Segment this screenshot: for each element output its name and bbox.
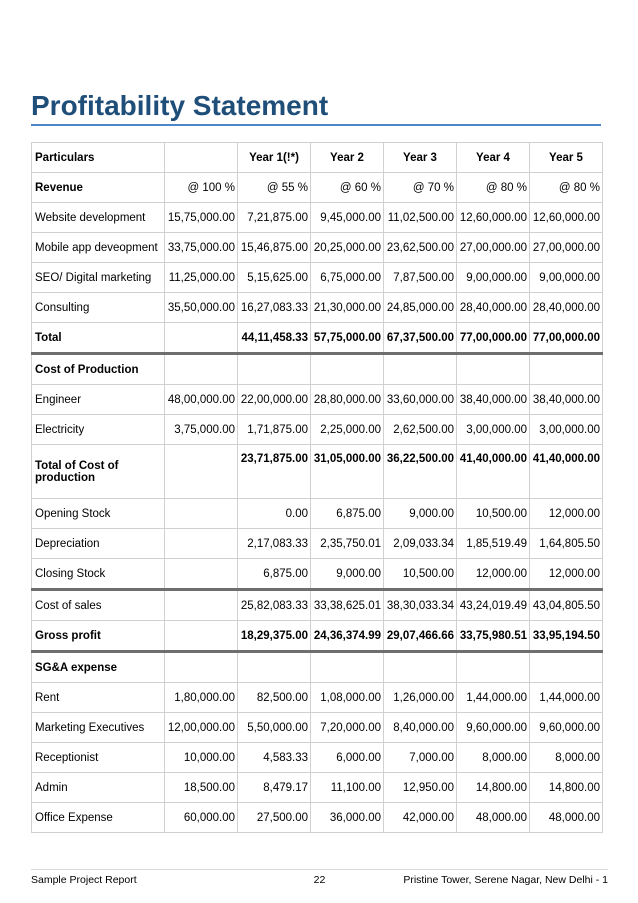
value-cell: 38,40,000.00 [457, 385, 530, 415]
value-cell [457, 354, 530, 385]
page-title: Profitability Statement [31, 90, 329, 121]
value-cell: 1,08,000.00 [311, 683, 384, 713]
row-label-cell: Mobile app deveopment [32, 233, 165, 263]
value-cell: 38,40,000.00 [530, 385, 603, 415]
value-cell [165, 621, 238, 652]
value-cell: @ 70 % [384, 173, 457, 203]
value-cell: 3,00,000.00 [530, 415, 603, 445]
row-label-cell: Consulting [32, 293, 165, 323]
value-cell: 77,00,000.00 [457, 323, 530, 354]
profitability-table [31, 142, 603, 833]
table-row [32, 590, 603, 621]
value-cell: 12,00,000.00 [165, 713, 238, 743]
value-cell: 41,40,000.00 [530, 445, 603, 499]
value-cell: 6,875.00 [238, 559, 311, 590]
table-row [32, 499, 603, 529]
value-cell: 8,000.00 [457, 743, 530, 773]
value-cell: 67,37,500.00 [384, 323, 457, 354]
value-cell: 35,50,000.00 [165, 293, 238, 323]
value-cell: 10,500.00 [384, 559, 457, 590]
value-cell: 2,17,083.33 [238, 529, 311, 559]
value-cell: @ 80 % [530, 173, 603, 203]
value-cell: 48,000.00 [530, 803, 603, 833]
value-cell: 43,24,019.49 [457, 590, 530, 621]
value-cell: 48,000.00 [457, 803, 530, 833]
row-label-cell: Website development [32, 203, 165, 233]
value-cell: 23,71,875.00 [238, 445, 311, 499]
table-row [32, 445, 603, 499]
table-row [32, 743, 603, 773]
value-cell: Year 5 [530, 143, 603, 173]
value-cell [384, 652, 457, 683]
value-cell: 3,75,000.00 [165, 415, 238, 445]
value-cell: 6,875.00 [311, 499, 384, 529]
value-cell: 1,80,000.00 [165, 683, 238, 713]
value-cell: 11,02,500.00 [384, 203, 457, 233]
value-cell: @ 55 % [238, 173, 311, 203]
value-cell: 1,44,000.00 [457, 683, 530, 713]
table-row [32, 415, 603, 445]
value-cell [457, 652, 530, 683]
value-cell: 60,000.00 [165, 803, 238, 833]
table-row [32, 354, 603, 385]
value-cell: 2,25,000.00 [311, 415, 384, 445]
table-row [32, 683, 603, 713]
value-cell: 33,95,194.50 [530, 621, 603, 652]
value-cell [165, 529, 238, 559]
table-row [32, 529, 603, 559]
value-cell: 28,80,000.00 [311, 385, 384, 415]
value-cell [384, 354, 457, 385]
value-cell: 12,000.00 [457, 559, 530, 590]
page-footer [31, 869, 608, 890]
value-cell: 77,00,000.00 [530, 323, 603, 354]
value-cell: 7,20,000.00 [311, 713, 384, 743]
value-cell: 2,09,033.34 [384, 529, 457, 559]
value-cell: 36,22,500.00 [384, 445, 457, 499]
value-cell [165, 559, 238, 590]
value-cell: 9,00,000.00 [457, 263, 530, 293]
row-label-cell: Gross profit [32, 621, 165, 652]
row-label-cell: Electricity [32, 415, 165, 445]
profitability-table-body [32, 143, 603, 833]
table-row [32, 233, 603, 263]
value-cell: 8,40,000.00 [384, 713, 457, 743]
row-label-cell: Receptionist [32, 743, 165, 773]
table-row [32, 263, 603, 293]
value-cell [165, 445, 238, 499]
value-cell: 9,000.00 [311, 559, 384, 590]
value-cell: 29,07,466.66 [384, 621, 457, 652]
table-row [32, 773, 603, 803]
value-cell: 82,500.00 [238, 683, 311, 713]
value-cell: 15,75,000.00 [165, 203, 238, 233]
value-cell: 43,04,805.50 [530, 590, 603, 621]
table-row [32, 173, 603, 203]
value-cell [165, 143, 238, 173]
row-label-cell: Particulars [32, 143, 165, 173]
table-row [32, 323, 603, 354]
value-cell: 14,800.00 [530, 773, 603, 803]
value-cell: 1,85,519.49 [457, 529, 530, 559]
value-cell: 57,75,000.00 [311, 323, 384, 354]
value-cell [530, 354, 603, 385]
value-cell: 12,000.00 [530, 559, 603, 590]
table-row [32, 203, 603, 233]
value-cell: 1,44,000.00 [530, 683, 603, 713]
table-row [32, 621, 603, 652]
value-cell: 24,85,000.00 [384, 293, 457, 323]
value-cell [165, 323, 238, 354]
value-cell: 10,000.00 [165, 743, 238, 773]
value-cell: 1,26,000.00 [384, 683, 457, 713]
row-label-cell: Total [32, 323, 165, 354]
value-cell: 7,000.00 [384, 743, 457, 773]
table-row [32, 385, 603, 415]
value-cell: 27,00,000.00 [530, 233, 603, 263]
value-cell: 33,60,000.00 [384, 385, 457, 415]
row-label-cell: Engineer [32, 385, 165, 415]
value-cell [238, 652, 311, 683]
value-cell: 23,62,500.00 [384, 233, 457, 263]
value-cell: 28,40,000.00 [530, 293, 603, 323]
value-cell: 25,82,083.33 [238, 590, 311, 621]
row-label-cell: Closing Stock [32, 559, 165, 590]
value-cell: 5,15,625.00 [238, 263, 311, 293]
value-cell: 8,000.00 [530, 743, 603, 773]
value-cell [238, 354, 311, 385]
value-cell: 33,75,000.00 [165, 233, 238, 263]
value-cell [165, 590, 238, 621]
value-cell: 6,75,000.00 [311, 263, 384, 293]
value-cell: 27,00,000.00 [457, 233, 530, 263]
value-cell: @ 100 % [165, 173, 238, 203]
value-cell: 14,800.00 [457, 773, 530, 803]
table-row [32, 713, 603, 743]
value-cell: 2,62,500.00 [384, 415, 457, 445]
row-label-cell: Cost of Production [32, 354, 165, 385]
table-row [32, 803, 603, 833]
value-cell: 18,500.00 [165, 773, 238, 803]
table-header-row [32, 143, 603, 173]
value-cell: 9,00,000.00 [530, 263, 603, 293]
footer-report-name: Sample Project Report [31, 874, 137, 886]
value-cell: 4,583.33 [238, 743, 311, 773]
value-cell: 20,25,000.00 [311, 233, 384, 263]
value-cell: 10,500.00 [457, 499, 530, 529]
row-label-cell: Admin [32, 773, 165, 803]
value-cell: Year 2 [311, 143, 384, 173]
row-label-cell: Opening Stock [32, 499, 165, 529]
value-cell: 12,000.00 [530, 499, 603, 529]
value-cell: Year 4 [457, 143, 530, 173]
value-cell: Year 1(!*) [238, 143, 311, 173]
value-cell: 24,36,374.99 [311, 621, 384, 652]
row-label-cell: SEO/ Digital marketing [32, 263, 165, 293]
value-cell: 2,35,750.01 [311, 529, 384, 559]
value-cell [311, 652, 384, 683]
value-cell: @ 80 % [457, 173, 530, 203]
title-underline [31, 124, 601, 126]
value-cell: 16,27,083.33 [238, 293, 311, 323]
value-cell: 7,21,875.00 [238, 203, 311, 233]
value-cell: 31,05,000.00 [311, 445, 384, 499]
value-cell: 11,25,000.00 [165, 263, 238, 293]
value-cell: 27,500.00 [238, 803, 311, 833]
value-cell: 38,30,033.34 [384, 590, 457, 621]
value-cell [530, 652, 603, 683]
value-cell: 36,000.00 [311, 803, 384, 833]
table-row [32, 652, 603, 683]
value-cell: 41,40,000.00 [457, 445, 530, 499]
row-label-cell: Cost of sales [32, 590, 165, 621]
value-cell: 33,75,980.51 [457, 621, 530, 652]
value-cell [165, 354, 238, 385]
value-cell: 9,60,000.00 [530, 713, 603, 743]
row-label-cell: Total of Cost of production [32, 445, 165, 499]
value-cell: 18,29,375.00 [238, 621, 311, 652]
value-cell: 9,60,000.00 [457, 713, 530, 743]
value-cell: 15,46,875.00 [238, 233, 311, 263]
value-cell: 9,000.00 [384, 499, 457, 529]
value-cell: 9,45,000.00 [311, 203, 384, 233]
footer-page-number: 22 [313, 874, 326, 886]
value-cell: 8,479.17 [238, 773, 311, 803]
value-cell [311, 354, 384, 385]
value-cell [165, 652, 238, 683]
value-cell: 0.00 [238, 499, 311, 529]
value-cell: 5,50,000.00 [238, 713, 311, 743]
value-cell: 42,000.00 [384, 803, 457, 833]
row-label-cell: SG&A expense [32, 652, 165, 683]
value-cell: Year 3 [384, 143, 457, 173]
value-cell [165, 499, 238, 529]
value-cell: 12,950.00 [384, 773, 457, 803]
row-label-cell: Revenue [32, 173, 165, 203]
value-cell: @ 60 % [311, 173, 384, 203]
value-cell: 48,00,000.00 [165, 385, 238, 415]
value-cell: 44,11,458.33 [238, 323, 311, 354]
value-cell: 28,40,000.00 [457, 293, 530, 323]
row-label-cell: Rent [32, 683, 165, 713]
row-label-cell: Office Expense [32, 803, 165, 833]
value-cell: 1,71,875.00 [238, 415, 311, 445]
table-row [32, 559, 603, 590]
row-label-cell: Depreciation [32, 529, 165, 559]
value-cell: 21,30,000.00 [311, 293, 384, 323]
value-cell: 33,38,625.01 [311, 590, 384, 621]
footer-address: Pristine Tower, Serene Nagar, New Delhi - 1 [403, 874, 608, 886]
value-cell: 12,60,000.00 [457, 203, 530, 233]
table-row [32, 293, 603, 323]
value-cell: 22,00,000.00 [238, 385, 311, 415]
value-cell: 1,64,805.50 [530, 529, 603, 559]
value-cell: 6,000.00 [311, 743, 384, 773]
value-cell: 7,87,500.00 [384, 263, 457, 293]
row-label-cell: Marketing Executives [32, 713, 165, 743]
value-cell: 11,100.00 [311, 773, 384, 803]
value-cell: 3,00,000.00 [457, 415, 530, 445]
value-cell: 12,60,000.00 [530, 203, 603, 233]
